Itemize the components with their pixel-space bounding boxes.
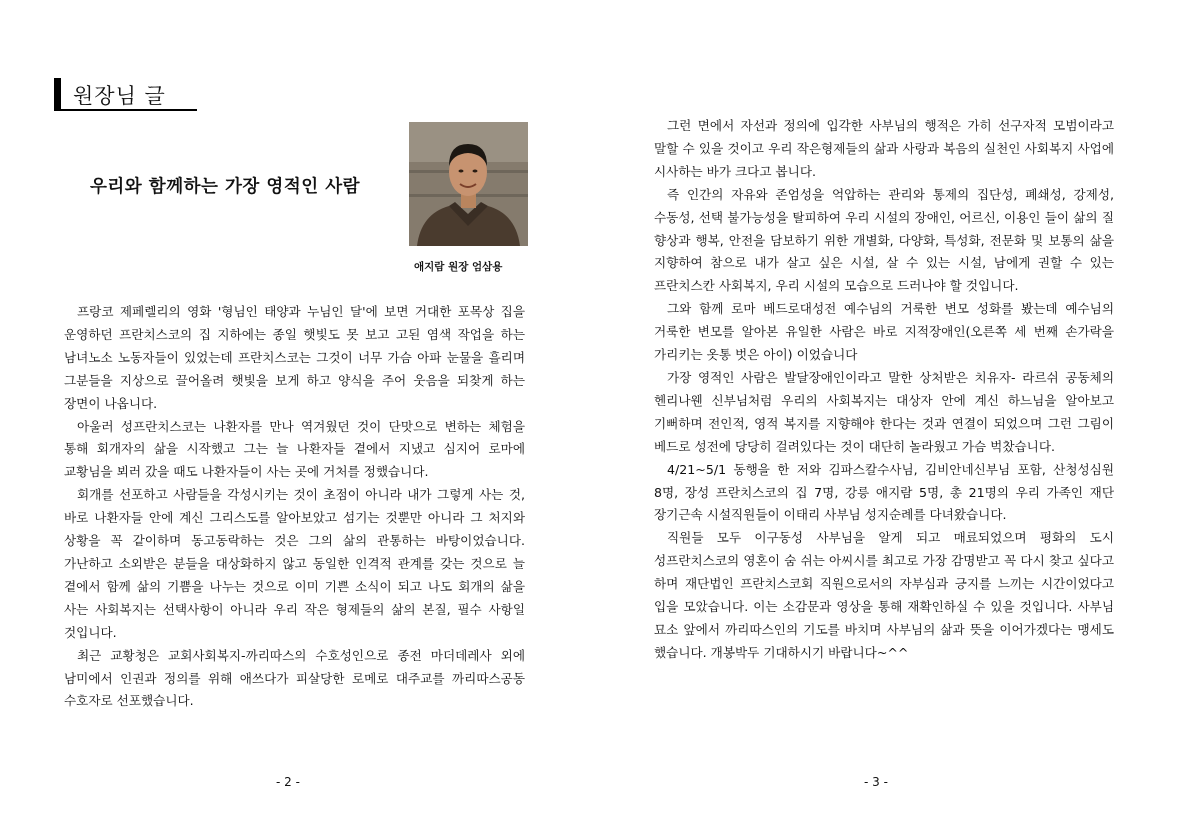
article-title: 우리와 함께하는 가장 영적인 사람 — [90, 177, 361, 197]
paragraph: 그런 면에서 자선과 정의에 입각한 사부님의 행적은 가히 선구자적 모범이라고 말할 수 있을 것이고 우리 작은형제들의 삶과 사랑과 복음의 실천인 사회복지 사업에 시사하는 바가 크다고 봅니다. — [654, 118, 1114, 179]
paragraph: 즉 인간의 자유와 존엄성을 억압하는 관리와 통제의 집단성, 폐쇄성, 강제성, 수동성, 선택 불가능성을 탈피하여 우리 시설의 장애인, 어르신, 이용인 들이 삶의 질 향상과 행복, 안전을 담보하기 위한 개별화, 다양화, 특성화, 전문화 및 보통의 삶을 지향하여 참으로 내가 살고 싶은 시설, 살 수 있는 시설, 남에게 권할 수 있는 프란치스칸 사회복지, 우리 시설의 모습으로 드러나야 할 것입니다. — [654, 186, 1114, 294]
paragraph: 프랑코 제페렐리의 영화 '형님인 태양과 누님인 달'에 보면 거대한 포목상 집을 운영하던 프란치스코의 집 지하에는 종일 햇빛도 못 보고 고된 염색 작업을 하는 남녀노소 노동자들이 있었는데 프란치스코는 그것이 너무 가슴 아파 눈물을 흘리며 그분들을 지상으로 끌어올려 햇빛을 보게 하고 양식을 주어 웃음을 되찾게 하는 장면이 나옵니다. — [64, 304, 525, 411]
paragraph: 그와 함께 로마 베드로대성전 예수님의 거룩한 변모 성화를 봤는데 예수님의 거룩한 변모를 알아본 유일한 사람은 바로 지적장애인(오른쪽 세 번째 손가락을 가리키는 옷통 벗은 아이) 이었습니다 — [654, 301, 1114, 363]
paragraph: 아울러 성프란치스코는 나환자를 만나 역겨웠던 것이 단맛으로 변하는 체험을 통해 회개자의 삶을 시작했고 그는 늘 나환자들 곁에서 지냈고 심지어 로마에 교황님을 뵈러 갔을 때도 나환자들이 사는 곳에 거처를 정했습니다. — [64, 418, 525, 480]
paragraph: 최근 교황청은 교회사회복지-까리따스의 수호성인으로 종전 마더데레사 외에 남미에서 인권과 정의를 위해 애쓰다가 피살당한 로메로 대주교를 까리따스공동 수호자로 선포했습니다. — [64, 647, 525, 709]
section-header — [54, 78, 197, 111]
right-page — [588, 0, 1177, 831]
paragraph: 직원들 모두 이구동성 사부님을 알게 되고 매료되었으며 평화의 도시 성프란치스코의 영혼이 숨 쉬는 아씨시를 최고로 가장 감명받고 꼭 다시 찾고 싶다고 하며 재단법인 프란치스코회 직원으로서의 자부심과 긍지를 느끼는 시간이었다고 입을 모았습니다. 이는 소감문과 영상을 통해 재확인하실 수 있을 것입니다. 사부님 묘소 앞에서 까리따스인의 기도를 바치며 사부님의 삶과 뜻을 이어가겠다는 맹세도 했습니다. 개봉박두 기대하시기 바랍니다~^^ — [654, 530, 1114, 660]
right-body-text — [654, 115, 1114, 665]
paragraph: 4/21~5/1 동행을 한 저와 김파스칼수사님, 김비안네신부님 포함, 산청성심원 8명, 장성 프란치스코의 집 7명, 강릉 애지람 5명, 총 21명의 우리 가족인 재단 장기근속 시설직원들이 이태리 사부님 성지순례를 다녀왔습니다. — [654, 461, 1114, 523]
left-page — [0, 0, 588, 831]
portrait-photo — [409, 122, 528, 246]
paragraph: 가장 영적인 사람은 발달장애인이라고 말한 상처받은 치유자- 라르쉬 공동체의 헨리나웬 신부님처럼 우리의 사회복지는 대상자 안에 계신 하느님을 알아보고 기뻐하며 전인적, 영적 복지를 지향해야 한다는 것과 연결이 되었으며 그런 그림이 베드로 성전에 당당히 걸려있다는 것이 대단히 놀라웠고 가슴 벅찼습니다. — [654, 369, 1114, 454]
section-title: 원장님 글 — [73, 84, 166, 108]
page-number: - 3 - — [864, 775, 888, 789]
page-number: - 2 - — [276, 775, 300, 789]
left-body-text — [64, 301, 525, 713]
portrait-illustration — [409, 122, 528, 246]
photo-caption: 애지람 원장 엄삼용 — [414, 261, 503, 273]
paragraph: 회개를 선포하고 사람들을 각성시키는 것이 초점이 아니라 내가 그렇게 사는 것, 바로 나환자들 안에 계신 그리스도를 알아보았고 섬기는 것뿐만 아니라 그 처지와 상황을 꼭 같이하며 동고동락하는 것은 그의 삶의 관통하는 바탕이었습니다. 가난하고 소외받은 분들을 대상화하지 않고 동일한 인격적 관계를 갖는 것으로 늘 곁에서 함께 삶의 기쁨을 나누는 것으로 이미 기쁜 소식이 되고 나도 회개의 삶을 사는 사회복지는 선택사항이 아니라 우리 작은 형제들의 삶의 본질, 필수 사항일 것입니다. — [64, 487, 525, 640]
